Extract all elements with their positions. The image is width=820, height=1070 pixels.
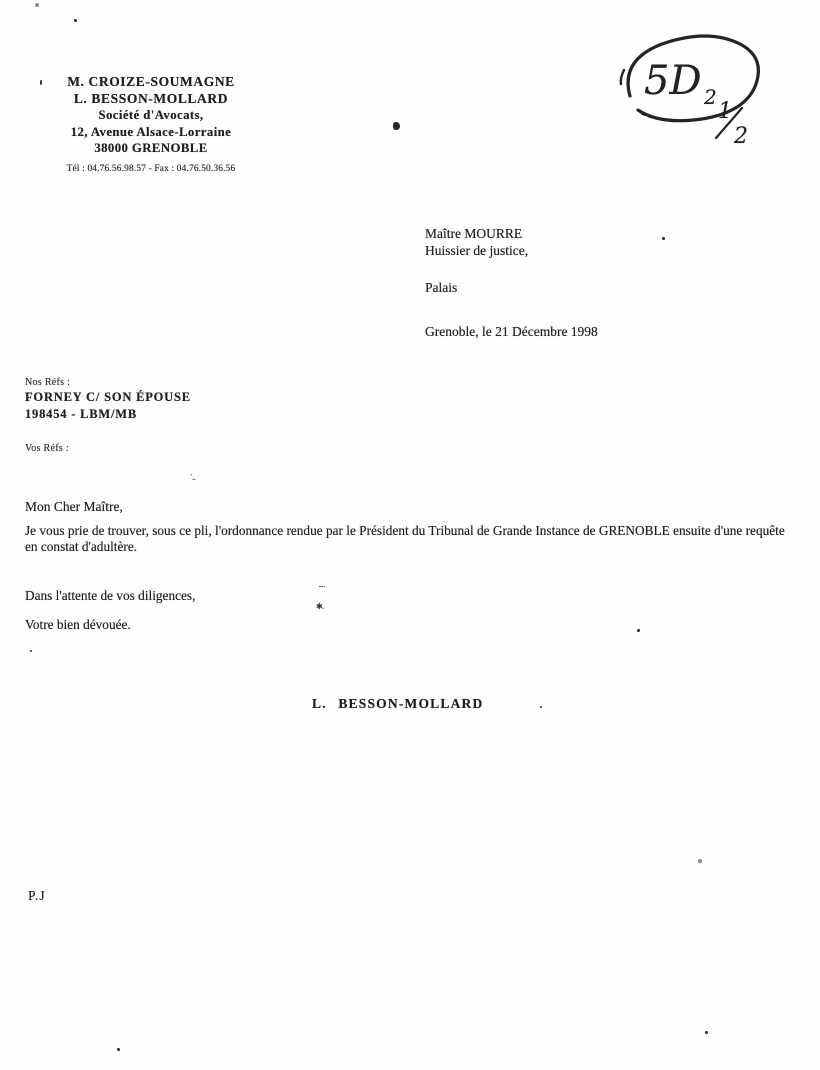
signature-name: L. BESSON-MOLLARD: [312, 696, 484, 711]
your-refs-label: Vos Réfs :: [25, 443, 69, 454]
salutation: Mon Cher Maître,: [25, 499, 123, 514]
our-refs-label: Nos Réfs :: [25, 377, 71, 388]
letterhead-firm-name-1: M. CROIZE-SOUMAGNE: [67, 74, 235, 89]
letterhead: [18, 74, 284, 177]
scan-speckle: [117, 1048, 120, 1051]
file-reference: 198454 - LBM/MB: [25, 407, 137, 421]
scan-speckle: [705, 1031, 708, 1034]
stamp-circle-icon: [600, 26, 780, 146]
date-line: Grenoble, le 21 Décembre 1998: [425, 324, 598, 339]
scan-smudge: ․․․․: [318, 580, 325, 589]
letterhead-address: 12, Avenue Alsace-Lorraine: [70, 124, 232, 139]
letterhead-city: 38000 GRENOBLE: [94, 141, 208, 155]
scan-speckle: [40, 80, 42, 85]
scan-speckle: [540, 706, 542, 708]
case-title: FORNEY C/ SON ÉPOUSE: [25, 390, 191, 404]
stamp-fraction-denominator: 2: [734, 124, 748, 146]
scan-speckle: [30, 650, 32, 652]
stamp-fraction-numerator: 1: [718, 99, 732, 124]
body-paragraph-3: Votre bien dévouée.: [25, 617, 131, 632]
body-paragraph-1: Je vous prie de trouver, sous ce pli, l'ordonnance rendue par le Président du Tribunal de Grande Instance de GRENOBLE ensuite d'une requête en constat d'adultère.: [25, 523, 785, 554]
stamp-code: 5D: [644, 58, 702, 104]
recipient-name: Maître MOURRE: [425, 226, 523, 241]
stamp-code-subscript: 2: [704, 85, 717, 109]
handwritten-stamp: [600, 26, 780, 146]
recipient-location: Palais: [425, 280, 458, 295]
body-paragraph-2: Dans l'attente de vos diligences,: [25, 588, 196, 603]
scan-speckle: [637, 629, 640, 632]
scan-speckle: [74, 19, 77, 22]
scan-speckle: [35, 3, 39, 7]
scan-smudge: ✱․: [316, 602, 324, 611]
scan-speckle: [698, 859, 702, 863]
letterhead-firm-type: Société d'Avocats,: [98, 108, 204, 122]
letterhead-contact: Tél : 04.76.56.98.57 - Fax : 04.76.50.36.56: [66, 163, 236, 174]
scan-smudge: `․․: [190, 473, 196, 482]
enclosure-label: P.J: [28, 888, 46, 903]
letterhead-firm-name-2: L. BESSON-MOLLARD: [73, 90, 229, 106]
scan-speckle: [662, 237, 665, 240]
recipient-role: Huissier de justice,: [425, 243, 529, 258]
scan-speckle: [393, 122, 400, 130]
